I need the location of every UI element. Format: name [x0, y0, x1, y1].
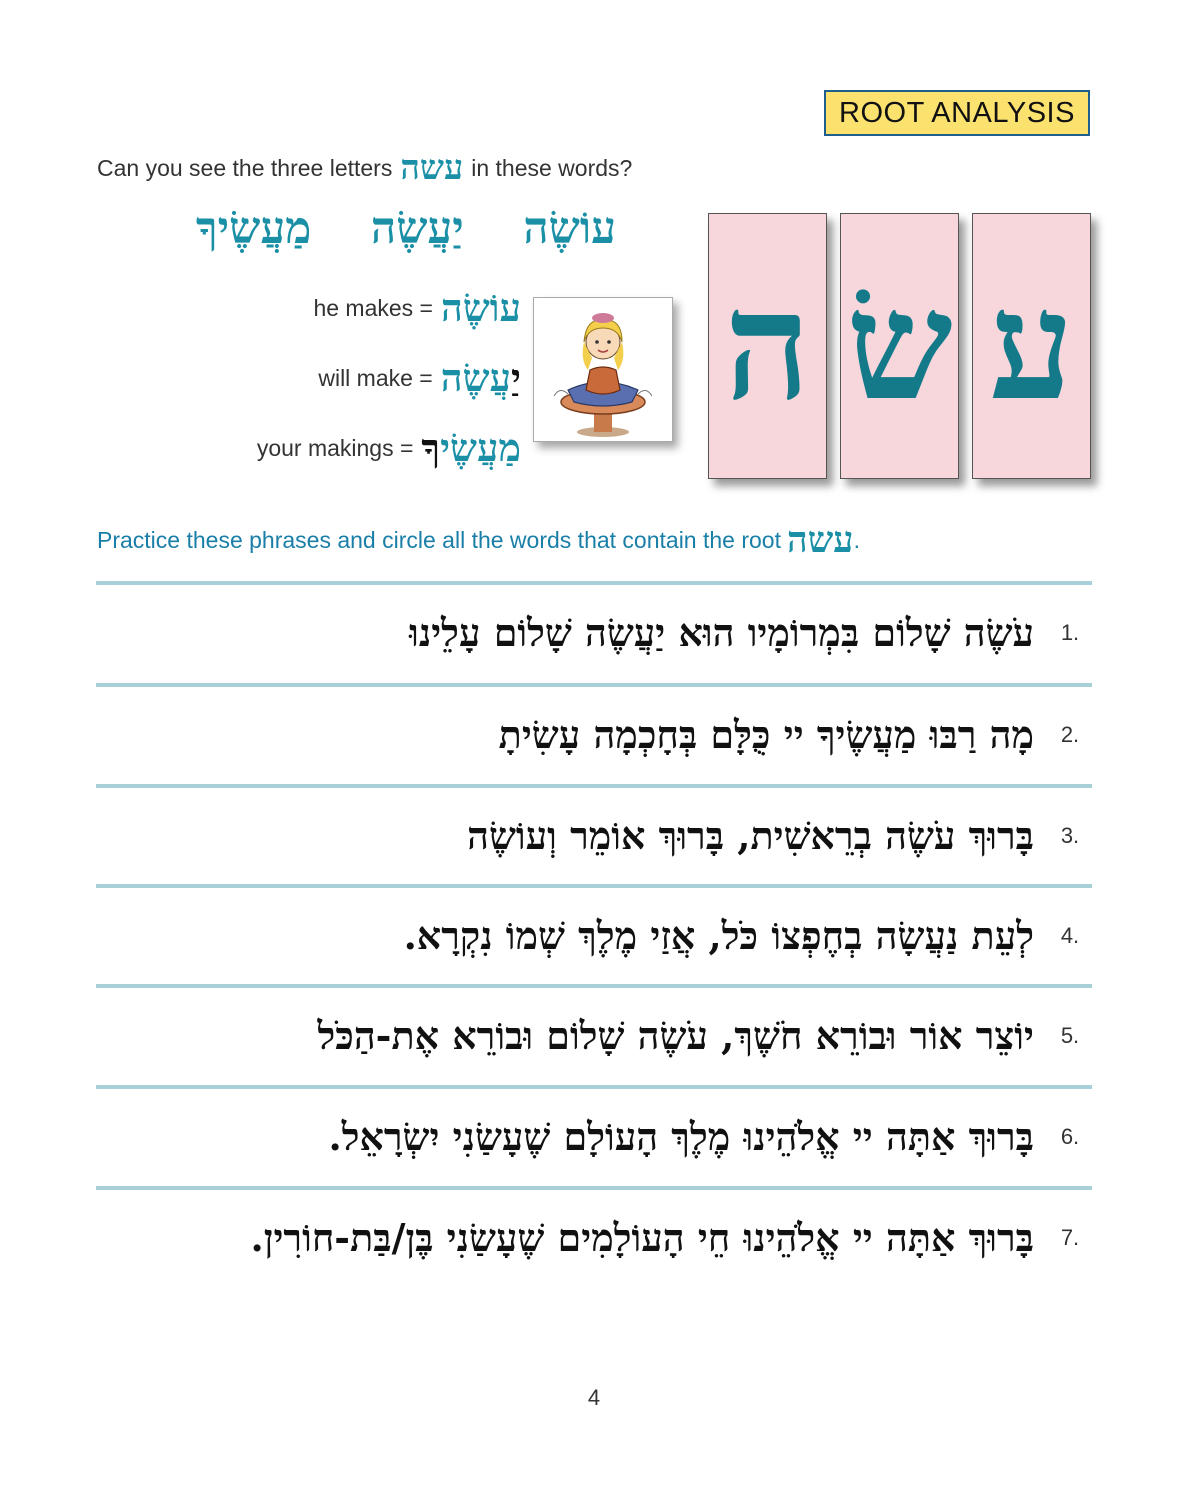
phrase-text: לְעֵת נַעֲשָׂה בְחֶפְצוֹ כֹּל, אֲזַי מֶלֶךְ שְׁמוֹ נִקְרָא.	[403, 913, 1034, 958]
section-badge: ROOT ANALYSIS	[824, 90, 1090, 136]
intro-root: עשה	[400, 148, 464, 188]
root-word-1: עוֹשֶׂה	[523, 202, 616, 254]
intro-text-before: Can you see the three letters	[97, 154, 393, 181]
practice-text: Practice these phrases and circle all the words that contain the root	[97, 526, 781, 553]
phrase-number: 2.	[1060, 722, 1080, 747]
practice-period: .	[853, 526, 860, 553]
phrase-line	[96, 988, 1090, 1084]
root-word-2: יַעֲשֶׂה	[370, 202, 464, 254]
definition-label: your makings =	[256, 434, 414, 461]
practice-root: עשה	[786, 519, 854, 561]
definition-hebrew: עוֹשֶׂה	[441, 285, 521, 330]
definition-hebrew: מַעֲשֶׂיךָ	[421, 425, 521, 470]
phrase-line	[96, 585, 1090, 681]
phrase-line	[96, 888, 1090, 984]
pottery-girl-illustration	[533, 297, 673, 442]
root-words-row	[196, 198, 616, 258]
phrase-number: 3.	[1060, 823, 1080, 848]
definition-label: he makes =	[313, 294, 433, 321]
definition-row	[318, 355, 521, 401]
phrase-text: בָּרוּךְ אַתָּה יי אֱלֹהֵינוּ מֶלֶךְ הָעוֹלָם שֶׁעָשַׂנִי יִשְׂרָאֵל.	[328, 1114, 1034, 1159]
phrase-text: בָּרוּךְ אַתָּה יי אֱלֹהֵינוּ חֵי הָעוֹלָמִים שֶׁעָשַׂנִי בֶּן/בַּת-חוֹרִין.	[250, 1215, 1034, 1260]
root-letter-card-1: ע	[972, 213, 1091, 479]
phrase-number: 5.	[1060, 1023, 1080, 1048]
phrase-text: בָּרוּךְ עֹשֶׂה בְרֵאשִׁית, בָּרוּךְ אוֹמֵר וְעוֹשֶׂה	[467, 813, 1034, 858]
definition-row	[257, 425, 521, 471]
phrase-number: 4.	[1060, 923, 1080, 948]
phrase-line	[96, 788, 1090, 884]
phrase-text: עֹשֶׂה שָׁלוֹם בִּמְרוֹמָיו הוּא יַעֲשֶׂה שָׁלוֹם עָלֵינוּ	[409, 610, 1034, 655]
phrase-line	[96, 687, 1090, 783]
intro-question	[97, 148, 632, 188]
phrase-text: מָה רַבּוּ מַעֲשֶׂיךָ יי כֻּלָּם בְּחָכְמָה עָשִׂיתָ	[498, 712, 1034, 757]
phrase-line	[96, 1190, 1090, 1286]
definition-hebrew: יַעֲשֶׂה	[440, 355, 521, 400]
phrase-text: יוֹצֵר אוֹר וּבוֹרֵא חֹשֶׁךְ, עֹשֶׂה שָׁלוֹם וּבוֹרֵא אֶת-הַכֹּל	[317, 1013, 1034, 1058]
phrase-line	[96, 1089, 1090, 1185]
phrase-number: 1.	[1060, 620, 1080, 645]
intro-text-after: in these words?	[471, 154, 633, 181]
page-number: 4	[587, 1385, 601, 1410]
root-letter-card-3: ה	[708, 213, 827, 479]
phrase-number: 6.	[1060, 1124, 1080, 1149]
practice-instruction	[97, 518, 860, 562]
root-letter-card-2: שׂ	[840, 213, 959, 479]
root-word-3: מַעֲשֶׂיךָ	[196, 202, 312, 254]
definition-label: will make =	[318, 364, 433, 391]
phrase-number: 7.	[1060, 1225, 1080, 1250]
definition-row	[313, 285, 521, 331]
